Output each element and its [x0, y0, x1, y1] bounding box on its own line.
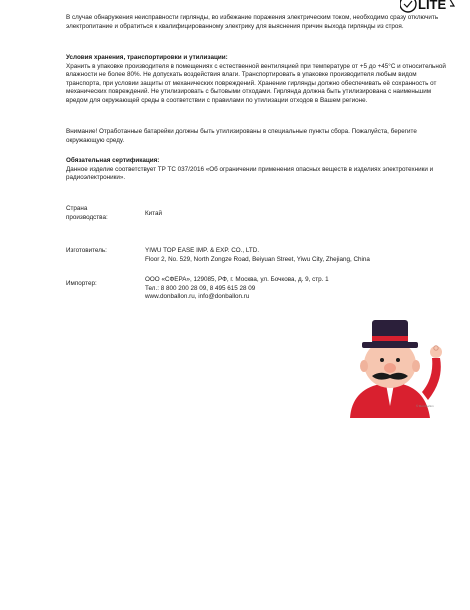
storage-text: Хранить в упаковке производителя в помещениях с естественной вентиляцией при температуре от +5 до +45°С и относительной влажности не более 80%. Не допускать воздействия влаги. Транспортировать в упаковке производителя любым видом транспорта, при условии защиты от механических повреждений. Хранение гирлянды должно обеспечивать её сохранность от механических повреждений. Не утилизировать с бытовыми отходами. Гирлянда должна быть утилизирована с наименьшим вредом для окружающей среды в соответствии с правилами по утилизации отходов в Вашем регионе. [66, 62, 446, 104]
manufacturer-address: Floor 2, No. 529, North Zongze Road, Beiyuan Street, Yiwu City, Zhejiang, China [145, 255, 370, 263]
manufacturer-name: YIWU TOP EASE IMP. & EXP. CO., LTD. [145, 247, 260, 254]
importer-phone: Тел.: 8 800 200 28 09, 8 495 615 28 09 [145, 284, 256, 292]
brand-logo [400, 0, 460, 14]
importer-block [145, 276, 329, 302]
importer-address: ООО «СФЕРА», 129085, РФ, г. Москва, ул. Бочкова, д. 9, стр. 1 [145, 276, 329, 283]
importer-web: www.donballon.ru, info@donballon.ru [145, 293, 250, 301]
intro-paragraph: В случае обнаружения неисправности гирлянды, во избежание поражения электрическим током, необходимо сразу отключить электропитание и обратиться к квалифицированному электрику для выяснения причин выхода гирлянды из строя. [66, 14, 439, 30]
country-label: Страна производства: [66, 205, 108, 221]
importer-label: Импортер: [66, 280, 97, 287]
storage-section [66, 54, 448, 106]
battery-note: Внимание! Отработанные батарейки должны быть утилизированы в специальные пункты сбора. Пожалуйста, берегите окружающую среду. [66, 128, 417, 144]
manufacturer-block [145, 247, 370, 264]
cert-text: Данное изделие соответствует ТР ТС 037/2016 «Об ограничении применения опасных веществ в изделиях электротехники и радиоэлектроники». [66, 165, 434, 182]
mascot-illustration [340, 318, 448, 418]
manufacturer-label: Изготовитель: [66, 247, 107, 254]
logo-text: LITE [418, 0, 447, 12]
country-value: Китай [145, 210, 163, 217]
storage-heading: Условия хранения, транспортировки и утилизации: [66, 54, 228, 61]
cert-heading: Обязательная сертификация: [66, 157, 160, 164]
certification-section [66, 157, 448, 183]
mascot-credit: © Don Ballon [416, 404, 434, 408]
